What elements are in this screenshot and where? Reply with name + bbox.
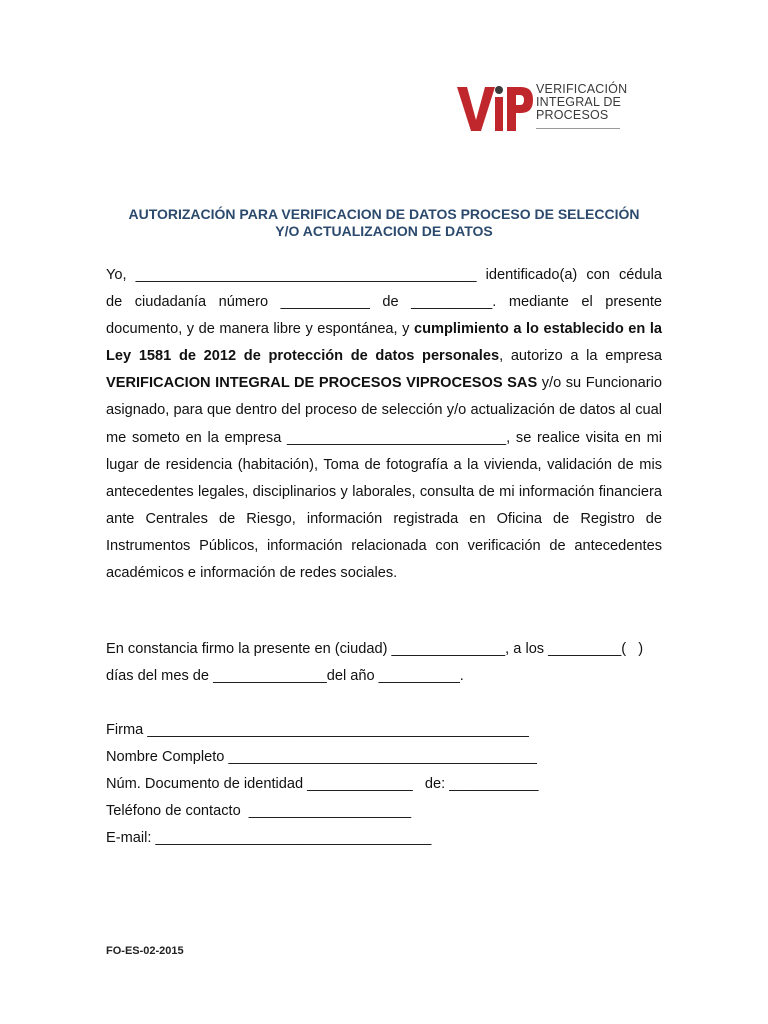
email-field: E-mail: __________________________________ — [106, 830, 432, 846]
body-text-1: Yo, __________________________________________ identificado(a) con cédula de ciudadanía número ___________ de __________. mediante el presente documento, y de manera libre y espontánea, y — [106, 267, 662, 338]
vip-logo-icon — [455, 84, 533, 134]
constancia-line1: En constancia firmo la presente en (ciudad) ______________, a los _________( ) — [106, 641, 644, 657]
nombre-field: Nombre Completo ______________________________________ — [106, 749, 537, 765]
body-bold-law: cumplimiento a lo establecido en la Ley 1581 de 2012 de protección de datos personales — [106, 321, 662, 365]
firma-field: Firma _______________________________________________ — [106, 722, 529, 738]
body-bold-company: VERIFICACION INTEGRAL DE PROCESOS VIPROCESOS SAS — [106, 375, 538, 392]
form-code: FO-ES-02-2015 — [106, 945, 184, 957]
company-logo — [455, 80, 628, 140]
logo-text-line2: INTEGRAL DE — [536, 95, 622, 109]
constancia-line2: días del mes de ______________del año __________. — [106, 668, 464, 685]
body-text-2: , autorizo a la empresa — [499, 348, 662, 365]
title-line1: AUTORIZACIÓN PARA VERIFICACION DE DATOS PROCESO DE SELECCIÓN — [128, 206, 640, 222]
title-line2: Y/O ACTUALIZACION DE DATOS — [275, 223, 493, 239]
body-text-3: y/o su Funcionario asignado, para que dentro del proceso de selección y/o actualización de datos al cual me someto en la empresa ___________________________, se realice visita en mi lugar de residencia (habitación), Toma de fotografía a la vivienda, validación de mis antecedentes legales, disciplinarios y laborales, consulta de mi información financiera ante Centrales de Riesgo, información registrada en Oficina de Registro de Instrumentos Públicos, información relacionada con verificación de antecedentes académicos e información de redes sociales. — [106, 375, 662, 582]
documento-field: Núm. Documento de identidad _____________ de: ___________ — [106, 776, 539, 792]
constancia-paragraph — [106, 636, 662, 690]
document-title — [100, 206, 668, 240]
logo-text-line1: VERIFICACIÓN — [536, 82, 628, 96]
authorization-paragraph — [106, 262, 662, 587]
logo-text-line3: PROCESOS — [536, 108, 609, 122]
telefono-field: Teléfono de contacto ____________________ — [106, 803, 412, 819]
logo-divider — [536, 128, 620, 129]
signature-fields — [106, 717, 538, 852]
